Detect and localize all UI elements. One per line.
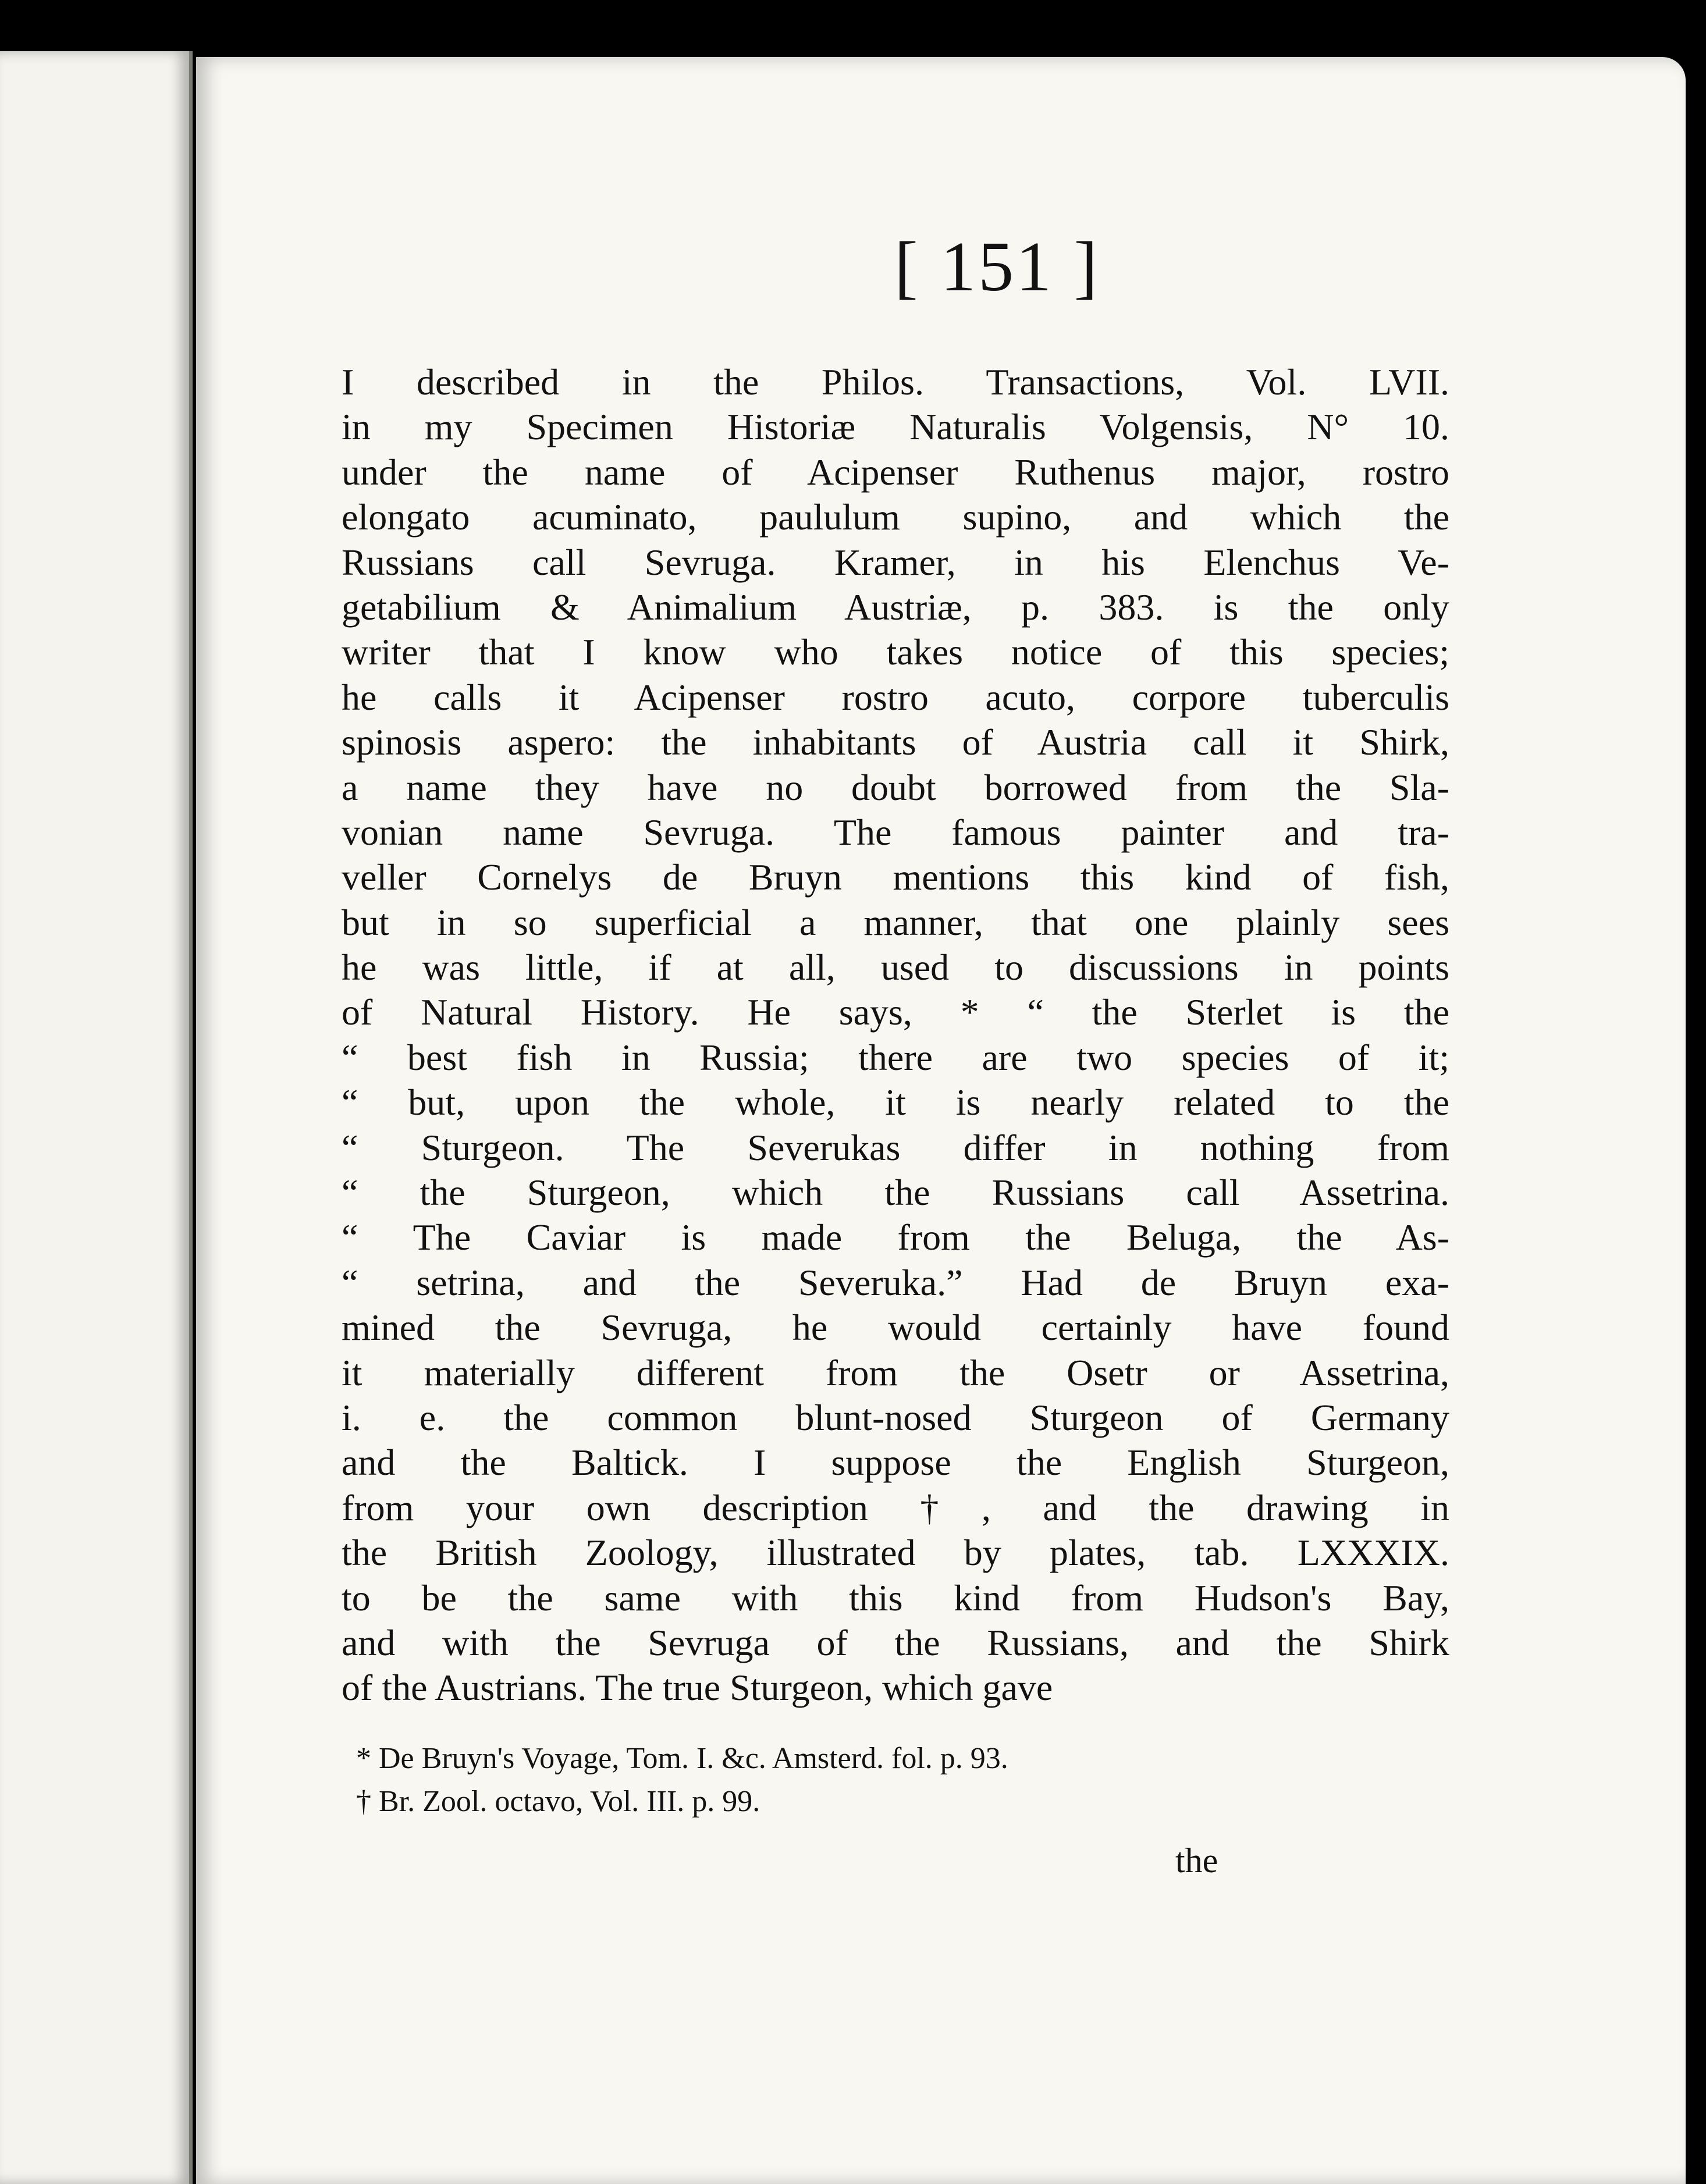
text-line: from your own description †, and the drawing in <box>342 1486 1449 1528</box>
text-line: “ setrina, and the Severuka.” Had de Bruyn exa- <box>342 1261 1449 1303</box>
text-line: vonian name Sevruga. The famous painter and tra- <box>342 811 1449 853</box>
text-line: i. e. the common blunt-nosed Sturgeon of Germany <box>342 1396 1449 1438</box>
text-line: writer that I know who takes notice of this species; <box>342 631 1449 673</box>
body-text <box>342 360 1449 1710</box>
text-line: “ the Sturgeon, which the Russians call Assetrina. <box>342 1172 1449 1214</box>
facing-page-edge <box>0 51 193 2184</box>
footnote: † Br. Zool. octavo, Vol. III. p. 99. <box>356 1785 760 1818</box>
catchword: the <box>1175 1841 1218 1880</box>
text-line: I described in the Philos. Transactions, Vol. LVII. <box>342 361 1449 403</box>
text-line: the British Zoology, illustrated by plates, tab. LXXXIX. <box>342 1532 1449 1574</box>
text-line: it materially different from the Osetr or Assetrina, <box>342 1351 1449 1393</box>
text-line: but in so superficial a manner, that one plainly sees <box>342 901 1449 943</box>
text-line: he calls it Acipenser rostro acuto, corpore tuberculis <box>342 676 1449 718</box>
text-line: and with the Sevruga of the Russians, and the Shirk <box>342 1621 1449 1663</box>
text-line: under the name of Acipenser Ruthenus major, rostro <box>342 451 1449 493</box>
text-line: “ but, upon the whole, it is nearly related to the <box>342 1082 1449 1123</box>
text-line: “ The Caviar is made from the Beluga, the As- <box>342 1217 1449 1258</box>
footnote: * De Bruyn's Voyage, Tom. I. &c. Amsterd. fol. p. 93. <box>356 1742 1008 1775</box>
text-line: to be the same with this kind from Hudson's Bay, <box>342 1577 1449 1619</box>
page-number: [ 151 ] <box>894 227 1100 306</box>
text-line: of Natural History. He says, * “ the Sterlet is the <box>342 991 1449 1033</box>
text-line: elongato acuminato, paululum supino, and which the <box>342 496 1449 538</box>
text-line: “ Sturgeon. The Severukas differ in nothing from <box>342 1126 1449 1168</box>
text-line: he was little, if at all, used to discussions in points <box>342 947 1449 988</box>
text-line: “ best fish in Russia; there are two species of it; <box>342 1036 1449 1078</box>
text-line: veller Cornelys de Bruyn mentions this kind of fish, <box>342 856 1449 898</box>
text-line: in my Specimen Historiæ Naturalis Volgensis, N° 10. <box>342 406 1449 448</box>
text-line: and the Baltick. I suppose the English Sturgeon, <box>342 1442 1449 1484</box>
footnotes <box>356 1737 1403 1823</box>
text-line: mined the Sevruga, he would certainly have found <box>342 1307 1449 1349</box>
text-line: a name they have no doubt borrowed from the Sla- <box>342 766 1449 808</box>
book-page <box>196 57 1686 2184</box>
text-line: Russians call Sevruga. Kramer, in his Elenchus Ve- <box>342 541 1449 583</box>
text-line: of the Austrians. The true Sturgeon, which gave <box>342 1667 1053 1709</box>
text-line: getabilium & Animalium Austriæ, p. 383. is the only <box>342 586 1449 628</box>
text-line: spinosis aspero: the inhabitants of Austria call it Shirk, <box>342 721 1449 763</box>
